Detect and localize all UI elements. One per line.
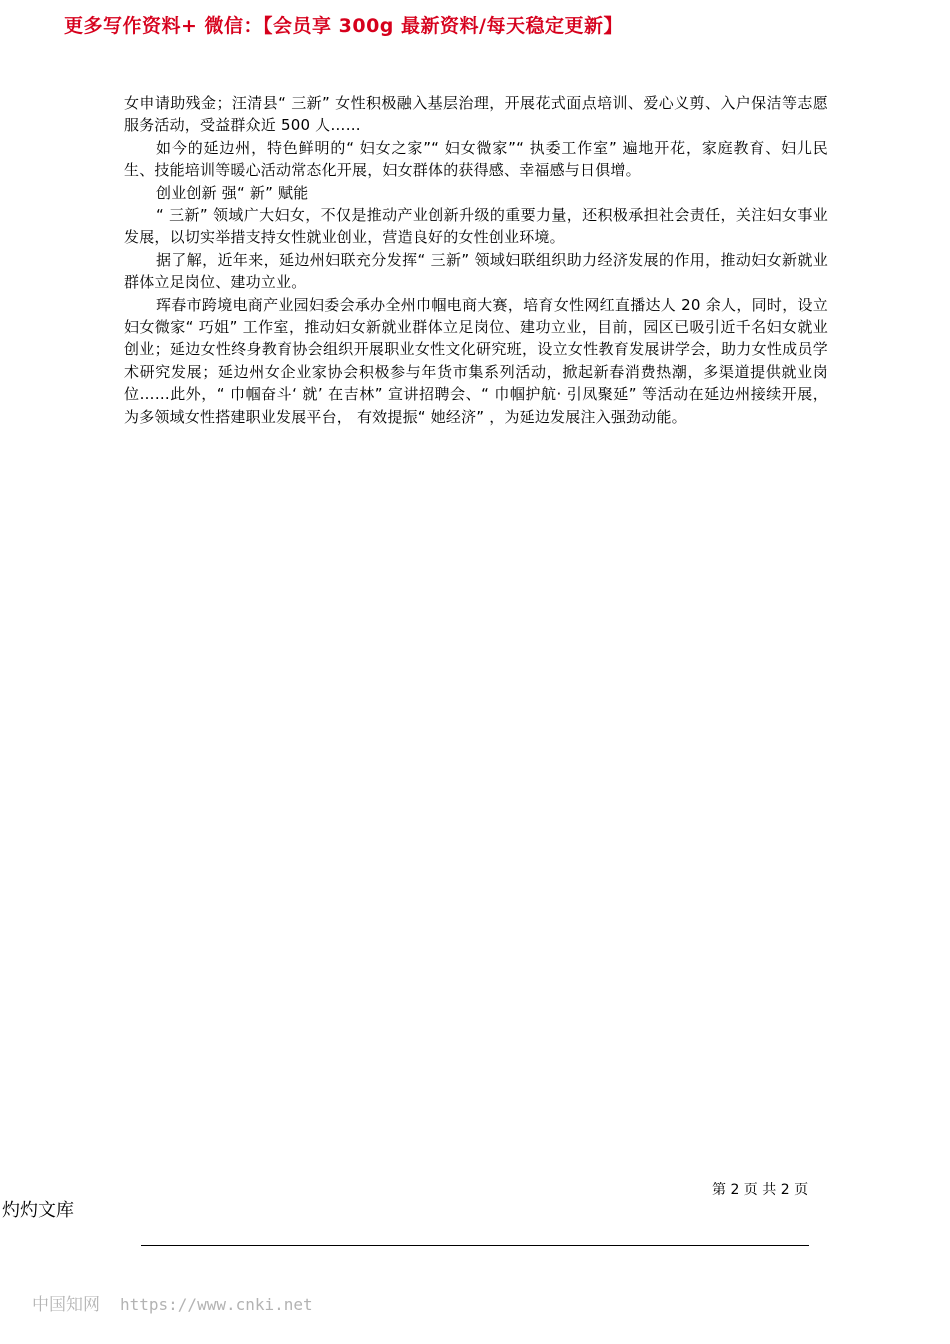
site-name: 灼灼文库: [2, 1200, 74, 1221]
watermark-text: 中国知网: [32, 1295, 100, 1315]
footer-divider: [141, 1245, 809, 1246]
document-body: [124, 92, 828, 428]
promo-banner: 更多写作资料+ 微信：【会员享 300g 最新资料/每天稳定更新】: [64, 15, 623, 37]
paragraph-2: 如今的延边州，特色鲜明的“ 妇女之家”“ 妇女微家”“ 执委工作室” 遍地开花，家庭教育、妇儿民生、技能培训等暖心活动常态化开展，妇女群体的获得感、幸福感与日俱增。: [124, 138, 828, 180]
paragraph-4: 据了解，近年来，延边州妇联充分发挥“ 三新” 领域妇联组织助力经济发展的作用，推动妇女新就业群体立足岗位、建功立业。: [124, 250, 828, 292]
section-heading: 创业创新 强“ 新” 赋能: [156, 183, 309, 202]
paragraph-5: 珲春市跨境电商产业园妇委会承办全州巾帼电商大赛，培育女性网红直播达人 20 余人，同时，设立妇女微家“ 巧姐” 工作室，推动妇女新就业群体立足岗位、建功立业，目前，园区已吸引近千名妇女就业创业；延边女性终身教育协会组织开展职业女性文化研究班，设立女性教育发展讲学会，助力女性成员学术研究发展；延边州女企业家协会积极参与年货市集系列活动，掀起新春消费热潮，多渠道提供就业岗位……此外，“ 巾帼奋斗‘ 就’ 在吉林” 宣讲招聘会、“ 巾帼护航· 引凤聚延” 等活动在延边州接续开展， 为多领域女性搭建职业发展平台， 有效提振“ 她经济” ，为延边发展注入强劲动能。: [124, 295, 828, 426]
cnki-watermark: [32, 1294, 313, 1316]
page-number: 第 2 页 共 2 页: [712, 1182, 809, 1198]
paragraph-1: 女申请助残金；汪清县“ 三新” 女性积极融入基层治理，开展花式面点培训、爱心义剪、入户保洁等志愿服务活动，受益群众近 500 人……: [124, 94, 828, 135]
watermark-url: https://www.cnki.net: [120, 1295, 313, 1314]
paragraph-3: “ 三新” 领域广大妇女，不仅是推动产业创新升级的重要力量，还积极承担社会责任，关注妇女事业发展，以切实举措支持女性就业创业，营造良好的女性创业环境。: [124, 206, 828, 247]
